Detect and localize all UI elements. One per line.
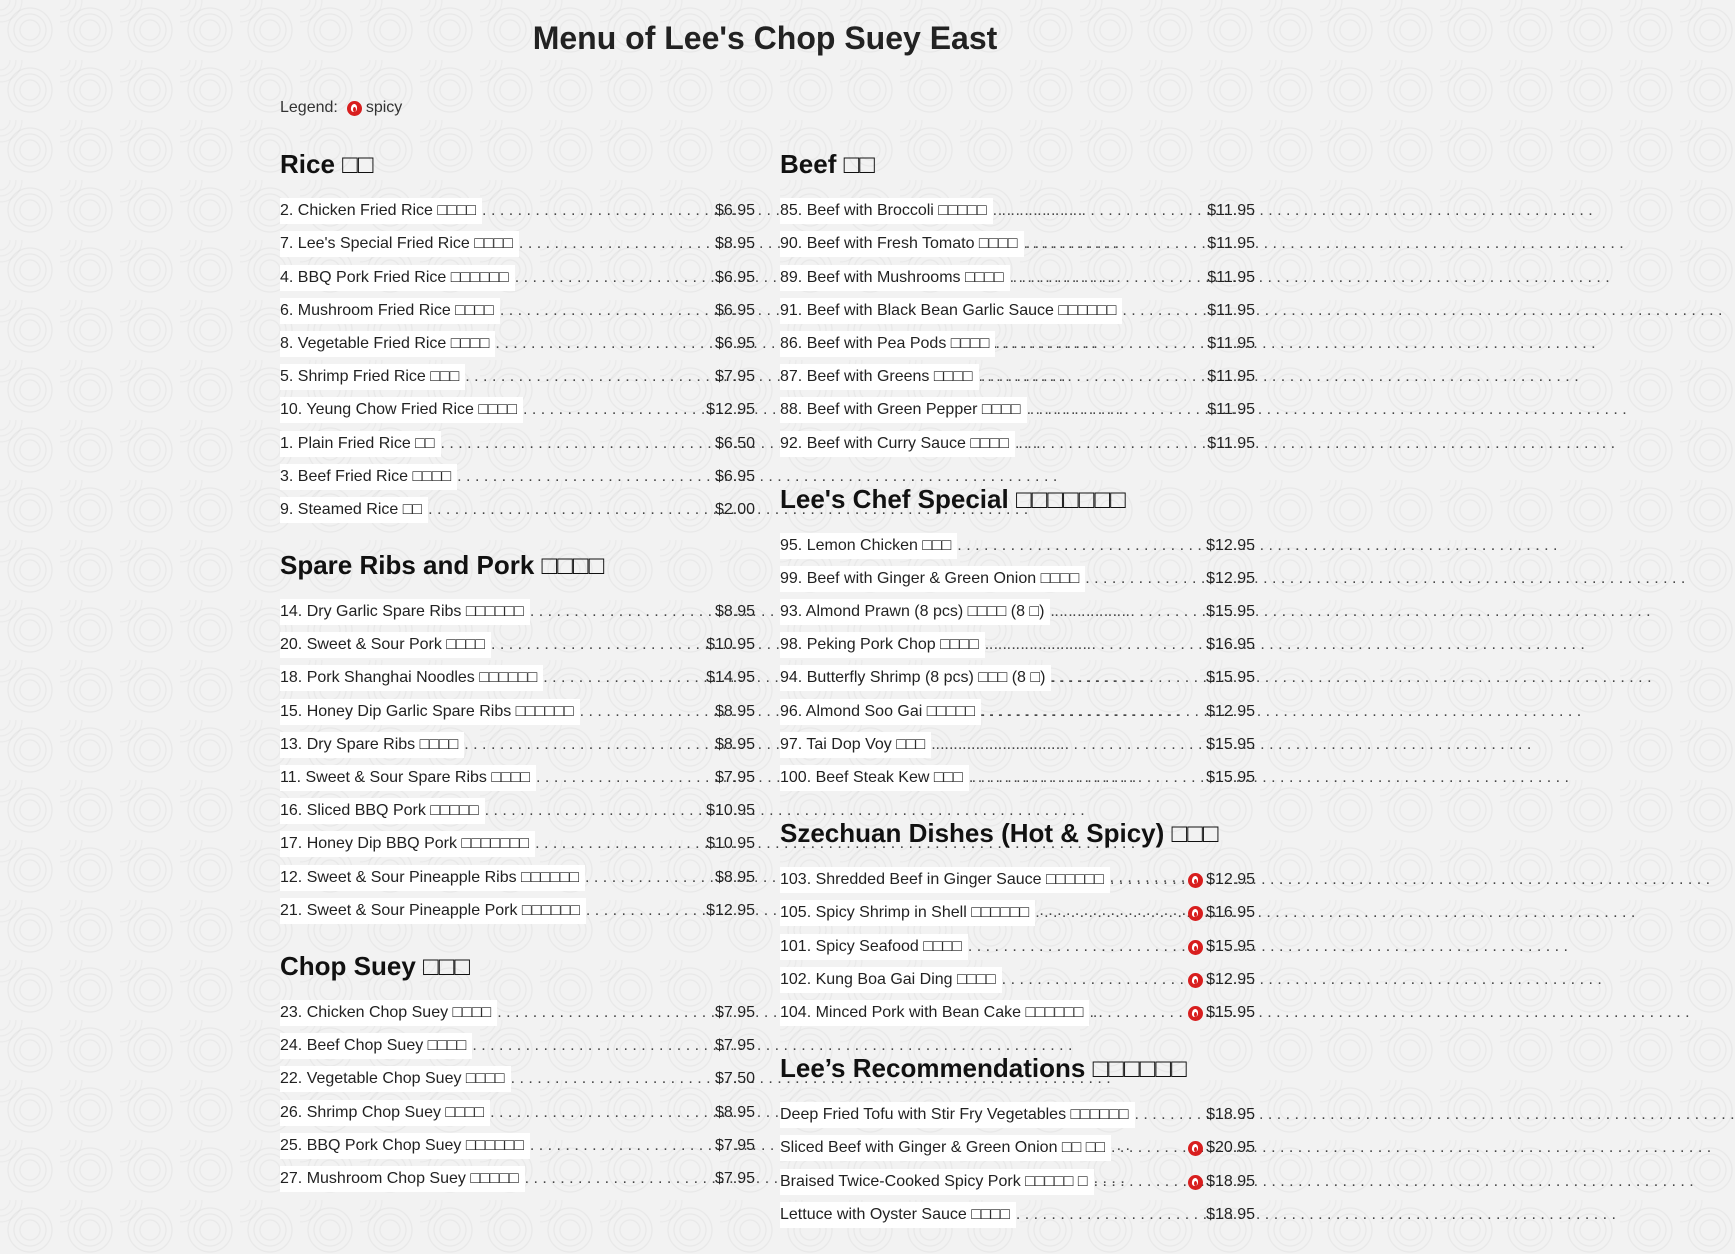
dot-leader (530, 1133, 715, 1159)
menu-item (280, 1092, 755, 1125)
dot-leader (530, 599, 715, 625)
dot-leader (580, 699, 715, 725)
menu-item-name: 93. Almond Prawn (8 pcs) □□□□ (8 □) (780, 599, 1050, 625)
menu-item-price: $12.95 (1206, 536, 1255, 554)
menu-section-spare-ribs-and-pork (280, 549, 755, 924)
menu-item-price: $10.95 (706, 636, 755, 654)
menu-item-price: $11.95 (1207, 368, 1255, 386)
menu-item-price: $18.95 (1206, 1205, 1255, 1223)
dot-leader (1050, 599, 1206, 625)
menu-item-name: 24. Beef Chop Suey □□□□ (280, 1033, 472, 1059)
menu-item-name: 95. Lemon Chicken □□□ (780, 533, 957, 559)
menu-item-price: $15.95 (1206, 735, 1255, 753)
menu-item-price: $11.95 (1207, 235, 1255, 253)
menu-item-price: $12.95 (1206, 569, 1255, 587)
chili-icon (1188, 1175, 1203, 1190)
menu-item-name: 23. Chicken Chop Suey □□□□ (280, 1000, 497, 1026)
menu-item-name: 90. Beef with Fresh Tomato □□□□ (780, 231, 1024, 257)
menu-item (280, 457, 755, 490)
dot-leader (464, 732, 715, 758)
menu-item-price: $18.95 (1206, 1172, 1255, 1190)
menu-item (780, 224, 1255, 257)
menu-item (280, 191, 755, 224)
menu-item (780, 324, 1255, 357)
menu-item-name: 17. Honey Dip BBQ Pork □□□□□□□ (280, 831, 535, 857)
menu-item-name: 13. Dry Spare Ribs □□□□ (280, 732, 464, 758)
dot-leader (1027, 397, 1208, 423)
menu-item-price: $7.95 (714, 368, 755, 386)
dot-leader (497, 1000, 715, 1026)
menu-item-name: 91. Beef with Black Bean Garlic Sauce □□□□□□ (780, 298, 1122, 324)
menu-column-right (780, 148, 1255, 1254)
dot-leader (515, 265, 715, 291)
menu-item-price: $16.95 (1206, 636, 1255, 654)
menu-item-name: 89. Beef with Mushrooms □□□□ (780, 265, 1010, 291)
dot-leader (586, 898, 706, 924)
menu-item-price: $7.95 (714, 1169, 755, 1187)
menu-item-price: $15.95 (1206, 603, 1255, 621)
menu-section-lee-s-recommendations (780, 1052, 1255, 1228)
menu-item (780, 191, 1255, 224)
menu-item (280, 625, 755, 658)
dot-leader (441, 431, 715, 457)
menu-item-price: $2.00 (714, 500, 755, 518)
menu-item (280, 725, 755, 758)
menu-item-name: 5. Shrimp Fried Rice □□□ (280, 364, 465, 390)
dot-leader (1122, 298, 1207, 324)
menu-item (780, 1095, 1255, 1128)
menu-item-price: $7.95 (714, 769, 755, 786)
menu-item (780, 390, 1255, 423)
section-heading: Lee’s Recommendations □□□□□□ (780, 1052, 1187, 1083)
dot-leader (1015, 431, 1207, 457)
dot-leader (1094, 1169, 1187, 1195)
dot-leader (523, 397, 706, 423)
dot-leader (1089, 1000, 1187, 1026)
section-heading: Szechuan Dishes (Hot & Spicy) □□□ (780, 818, 1219, 848)
dot-leader (1085, 566, 1206, 592)
menu-item-name: 100. Beef Steak Kew □□□ (780, 765, 969, 791)
menu-item-price: $6.95 (714, 202, 755, 220)
menu-item (780, 559, 1255, 592)
menu-item-name: 10. Yeung Chow Fried Rice □□□□ (280, 397, 523, 423)
menu-item-price: $6.95 (714, 301, 755, 319)
dot-leader (993, 198, 1208, 224)
dot-leader (1111, 1135, 1187, 1161)
menu-item (780, 691, 1255, 724)
menu-item-price: $14.95 (706, 669, 755, 687)
menu-item (780, 257, 1255, 290)
chili-icon (347, 101, 362, 116)
menu-item (280, 1026, 755, 1059)
dot-leader (985, 632, 1206, 658)
dot-leader (1024, 231, 1208, 257)
dot-leader (968, 934, 1187, 960)
dot-leader (495, 331, 715, 357)
dot-leader (465, 364, 715, 390)
dot-leader (1110, 867, 1187, 893)
menu-item-price: $6.95 (714, 467, 755, 485)
menu-item (280, 691, 755, 724)
menu-item-name: 8. Vegetable Fried Rice □□□□ (280, 331, 495, 357)
menu-item-name: 7. Lee's Special Fried Rice □□□□ (280, 231, 519, 257)
dot-leader (1016, 1202, 1206, 1228)
menu-item-name: 88. Beef with Green Pepper □□□□ (780, 397, 1027, 423)
menu-item (780, 893, 1255, 926)
menu-item-name: 2. Chicken Fried Rice □□□□ (280, 198, 482, 224)
menu-item-name: 87. Beef with Greens □□□□ (780, 364, 979, 390)
chili-icon (1188, 973, 1203, 988)
menu-item-price: $8.95 (714, 1103, 755, 1121)
menu-item-name: 98. Peking Pork Chop □□□□ (780, 632, 985, 658)
menu-item-price: $7.50 (714, 1070, 755, 1088)
menu-item-name: Sliced Beef with Ginger & Green Onion □□ □□ (780, 1135, 1111, 1161)
dot-leader (1002, 967, 1187, 993)
menu-item-name: 16. Sliced BBQ Pork □□□□□ (280, 798, 485, 824)
menu-section-beef (780, 148, 1255, 457)
menu-item (280, 1159, 755, 1192)
menu-item (780, 1195, 1255, 1228)
menu-item-name: 1. Plain Fried Rice □□ (280, 431, 441, 457)
menu-item-name: 97. Tai Dop Voy □□□ (780, 732, 931, 758)
dot-leader (519, 231, 715, 257)
menu-item-name: 99. Beef with Ginger & Green Onion □□□□ (780, 566, 1085, 592)
menu-item (780, 960, 1255, 993)
menu-item-name: Lettuce with Oyster Sauce □□□□ (780, 1202, 1016, 1228)
menu-item-price: $6.95 (714, 334, 755, 352)
menu-item-price: $10.95 (706, 802, 755, 820)
menu-item-price: $8.95 (714, 235, 755, 253)
dot-leader (585, 865, 715, 891)
menu-item-name: 22. Vegetable Chop Suey □□□□ (280, 1066, 511, 1092)
dot-leader (500, 298, 715, 324)
menu-item-name: 12. Sweet & Sour Pineapple Ribs □□□□□□ (280, 865, 585, 891)
menu-section-chop-suey (280, 950, 755, 1192)
menu-item-name: 102. Kung Boa Gai Ding □□□□ (780, 967, 1002, 993)
dot-leader (535, 831, 706, 857)
menu-item-price: $8.95 (714, 735, 755, 753)
menu-item (280, 390, 755, 423)
menu-item-price: $7.95 (714, 1136, 755, 1154)
menu-item-name: 11. Sweet & Sour Spare Ribs □□□□ (280, 765, 536, 791)
menu-item-price: $6.95 (714, 268, 755, 286)
legend-label: Legend: (280, 99, 338, 116)
menu-item (280, 857, 755, 890)
menu-item (780, 658, 1255, 691)
dot-leader (472, 1033, 715, 1059)
menu-item-name: 3. Beef Fried Rice □□□□ (280, 464, 457, 490)
dot-leader (979, 364, 1208, 390)
dot-leader (1035, 900, 1187, 926)
menu-item-price: $15.95 (1206, 937, 1255, 955)
menu-item-name: 21. Sweet & Sour Pineapple Pork □□□□□□ (280, 898, 586, 924)
menu-item (780, 725, 1255, 758)
menu-item (780, 291, 1255, 324)
menu-item (280, 824, 755, 857)
dot-leader (428, 497, 715, 523)
menu-item (780, 592, 1255, 625)
menu-item (780, 1161, 1255, 1194)
menu-item (780, 1128, 1255, 1161)
menu-item (280, 291, 755, 324)
menu-item-name: 86. Beef with Pea Pods □□□□ (780, 331, 995, 357)
menu-item-price: $11.95 (1207, 434, 1255, 452)
menu-item-price: $7.95 (714, 1003, 755, 1021)
dot-leader (969, 765, 1206, 791)
dot-leader (511, 1066, 715, 1092)
menu-item (280, 324, 755, 357)
dot-leader (981, 699, 1206, 725)
menu-item-price: $18.95 (1206, 1106, 1255, 1124)
dot-leader (1010, 265, 1208, 291)
menu-item-price: $8.95 (714, 603, 755, 621)
menu-item-price: $6.50 (714, 434, 755, 452)
legend (280, 99, 402, 117)
section-heading: Spare Ribs and Pork □□□□ (280, 549, 605, 580)
menu-item-price: $12.95 (1206, 871, 1255, 889)
menu-item-name: 105. Spicy Shrimp in Shell □□□□□□ (780, 900, 1035, 926)
dot-leader (1135, 1102, 1207, 1128)
menu-item-name: 96. Almond Soo Gai □□□□□ (780, 699, 981, 725)
section-heading: Beef □□ (780, 149, 875, 179)
menu-item-price: $8.95 (714, 702, 755, 720)
menu-item-name: 18. Pork Shanghai Noodles □□□□□□ (280, 665, 543, 691)
menu-item (280, 592, 755, 625)
section-heading: Chop Suey □□□ (280, 950, 471, 981)
dot-leader (525, 1166, 715, 1192)
dot-leader (482, 198, 715, 224)
menu-item (280, 357, 755, 390)
dot-leader (931, 732, 1206, 758)
menu-item (780, 423, 1255, 456)
menu-item-name: 103. Shredded Beef in Ginger Sauce □□□□□□ (780, 867, 1110, 893)
menu-item-name: 15. Honey Dip Garlic Spare Ribs □□□□□□ (280, 699, 580, 725)
section-heading: Rice □□ (280, 149, 374, 179)
legend-spicy-label: spicy (365, 99, 403, 116)
menu-section-szechuan-dishes-hot-spicy (780, 817, 1255, 1026)
menu-item-name: 4. BBQ Pork Fried Rice □□□□□□ (280, 265, 515, 291)
dot-leader (995, 331, 1207, 357)
menu-item-price: $11.95 (1207, 301, 1255, 319)
menu-column-left (280, 148, 755, 1218)
menu-item (280, 1126, 755, 1159)
menu-item-price: $11.95 (1207, 202, 1255, 220)
menu-item (280, 257, 755, 290)
menu-item (280, 224, 755, 257)
menu-item-price: $12.95 (1206, 970, 1255, 988)
menu-item-price: $11.95 (1207, 401, 1255, 419)
menu-item-price: $10.95 (706, 835, 755, 853)
menu-item (280, 758, 755, 791)
menu-item-name: Deep Fried Tofu with Stir Fry Vegetables □□□□□□ (780, 1102, 1135, 1128)
menu-item (280, 423, 755, 456)
dot-leader (957, 533, 1206, 559)
menu-item-name: 85. Beef with Broccoli □□□□□ (780, 198, 993, 224)
chili-icon (1188, 940, 1203, 955)
chili-icon (1188, 1006, 1203, 1021)
menu-item (780, 926, 1255, 959)
menu-section-lee-s-chef-special (780, 483, 1255, 792)
menu-item-price: $11.95 (1207, 334, 1255, 352)
menu-item (280, 791, 755, 824)
menu-item-name: 14. Dry Garlic Spare Ribs □□□□□□ (280, 599, 530, 625)
menu-item-name: Braised Twice-Cooked Spicy Pork □□□□□ □ (780, 1169, 1094, 1195)
menu-item-price: $15.95 (1206, 1003, 1255, 1021)
section-heading: Lee's Chef Special □□□□□□□ (780, 483, 1126, 514)
menu-item (280, 993, 755, 1026)
menu-item-name: 26. Shrimp Chop Suey □□□□ (280, 1100, 490, 1126)
dot-leader (543, 665, 706, 691)
menu-item-name: 92. Beef with Curry Sauce □□□□ (780, 431, 1015, 457)
menu-item-name: 94. Butterfly Shrimp (8 pcs) □□□ (8 □) (780, 665, 1051, 691)
menu-item-price: $12.95 (1206, 702, 1255, 720)
menu-item (780, 526, 1255, 559)
menu-item (780, 860, 1255, 893)
menu-item (280, 891, 755, 924)
menu-item-name: 9. Steamed Rice □□ (280, 497, 428, 523)
menu-item (780, 625, 1255, 658)
menu-item-name: 20. Sweet & Sour Pork □□□□ (280, 632, 491, 658)
page-title: Menu of Lee's Chop Suey East (532, 20, 998, 56)
menu-item-price: $20.95 (1206, 1139, 1255, 1157)
menu-item-price: $11.95 (1207, 268, 1255, 286)
menu-item-price: $12.95 (706, 401, 755, 419)
menu-item (780, 357, 1255, 390)
menu-item-name: 104. Minced Pork with Bean Cake □□□□□□ (780, 1000, 1089, 1026)
menu-item-name: 6. Mushroom Fried Rice □□□□ (280, 298, 500, 324)
menu-item (280, 1059, 755, 1092)
dot-leader (536, 765, 715, 791)
menu-item-price: $15.95 (1206, 669, 1255, 687)
menu-item-price: $8.95 (714, 868, 755, 886)
menu-item-price: $15.95 (1206, 769, 1255, 786)
dot-leader (491, 632, 706, 658)
menu-item (280, 490, 755, 523)
menu-item-price: $16.95 (1206, 904, 1255, 922)
dot-leader (490, 1100, 715, 1126)
menu-section-rice (280, 148, 755, 523)
dot-leader (457, 464, 715, 490)
dot-leader (1051, 665, 1206, 691)
menu-item (280, 658, 755, 691)
menu-item-name: 27. Mushroom Chop Suey □□□□□ (280, 1166, 525, 1192)
menu-item (780, 993, 1255, 1026)
menu-item-name: 25. BBQ Pork Chop Suey □□□□□□ (280, 1133, 530, 1159)
menu-item (780, 758, 1255, 791)
menu-item-name: 101. Spicy Seafood □□□□ (780, 934, 968, 960)
menu-item-price: $12.95 (706, 901, 755, 919)
menu-item-price: $7.95 (714, 1037, 755, 1055)
dot-leader (485, 798, 706, 824)
